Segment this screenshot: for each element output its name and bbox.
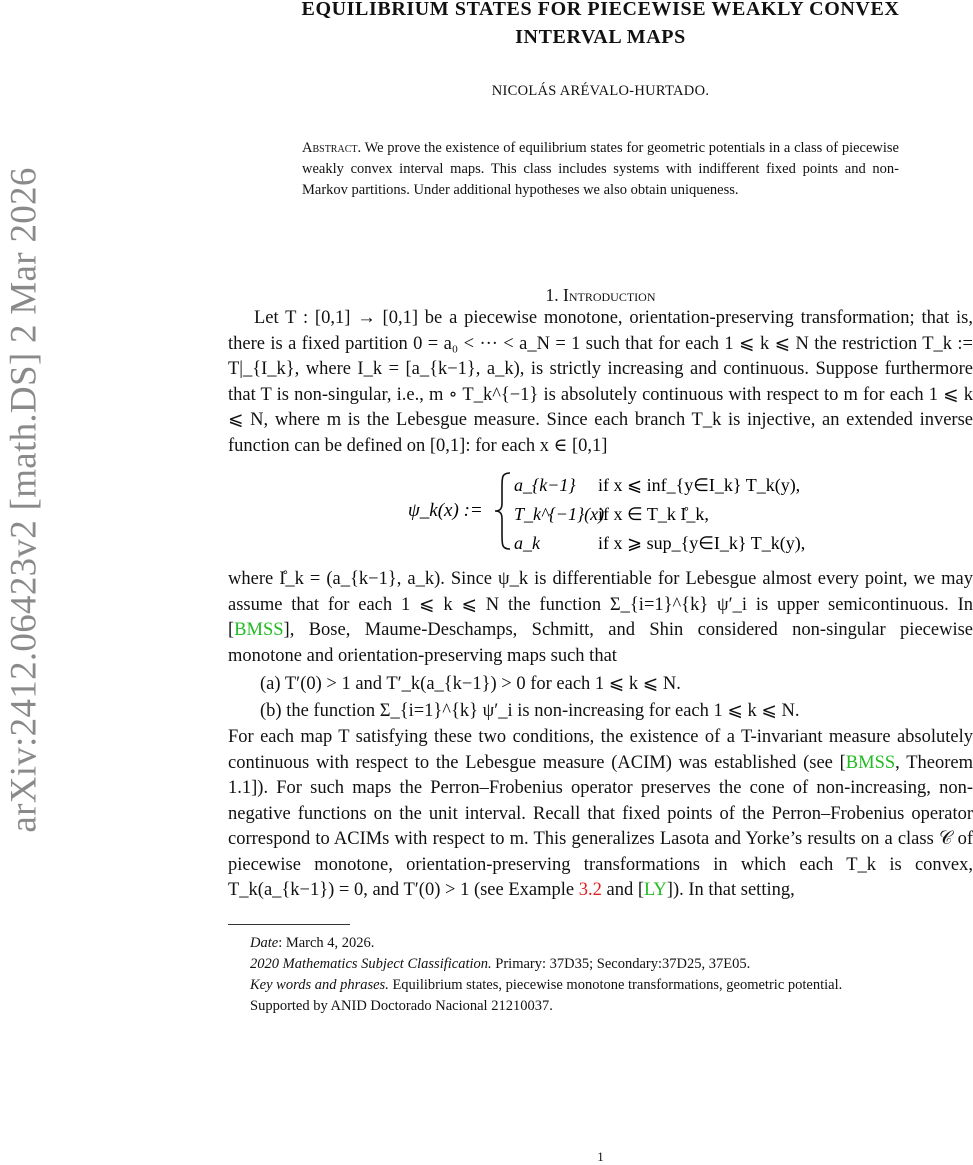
footnote-date <box>228 933 973 954</box>
paragraph-1: Let T : [0,1] → [0,1] be a piecewise monotone, orientation-preserving transformation; that is, there is a fixed partition 0 = a₀ < ··· < a_N = 1 such that for each 1 ⩽ k ⩽ N the restriction T_k := T|_{I_k}, where I_k = [a_{k−1}, a_k), is strictly increasing and continuous. Suppose furthermore that T is non-singular, i.e., m ∘ T_k^{−1} is absolutely continuous with respect to m for each 1 ⩽ k ⩽ N, where m is the Lebesgue measure. Since each branch T_k is injective, an extended inverse function can be defined on [0,1]: for each x ∈ [0,1] <box>228 308 973 456</box>
footnote-keywords-label: Key words and phrases. <box>250 976 389 993</box>
condition-a-text: T′(0) > 1 and T′_k(a_{k−1}) > 0 for each 1 ⩽ k ⩽ N. <box>284 674 681 694</box>
footnote-support: Supported by ANID Doctorado Nacional 21210037. <box>250 997 553 1014</box>
section-heading <box>228 285 973 306</box>
citation-ly-link[interactable]: LY <box>643 880 667 900</box>
footnote-rule <box>228 924 350 925</box>
condition-b-text: the function Σ_{i=1}^{k} ψ′_i is non-increasing for each 1 ⩽ k ⩽ N. <box>286 701 800 721</box>
footnote-msc-value: Primary: 37D35; Secondary:37D25, 37E05. <box>491 955 751 972</box>
author: NICOLÁS ARÉVALO-HURTADO. <box>491 83 710 99</box>
body-text <box>228 306 973 904</box>
case-2-condition: if x ∈ T_k I̊_k, <box>598 504 709 524</box>
paper-title <box>228 0 973 51</box>
equation-graphic <box>408 465 828 557</box>
paragraph-3 <box>228 725 973 904</box>
page-number: 1 <box>597 1149 604 1164</box>
case-3-condition: if x ⩾ sup_{y∈I_k} T_k(y), <box>598 533 806 553</box>
condition-list <box>260 671 973 725</box>
paragraph-3-middle: , Theorem 1.1]). For such maps the Perron–Frobenius operator preserves the cone of non-increasing, non-negative functions on the unit interval. Recall that fixed points of the Perron–Frobenius operator correspond to ACIMs with respect to m. This generalizes Lasota and Yorke’s results on a class 𝒞 of piecewise monotone, orientation-preserving transformations in which each T_k is convex, T_k(a_{k−1}) = 0, and T′(0) > 1 (see Example <box>228 752 973 900</box>
citation-bmss-link[interactable]: BMSS <box>234 620 284 640</box>
paragraph-2-end: ], Bose, Maume-Deschamps, Schmitt, and Shin considered non-singular piecewise monotone and orientation-preserving maps such that <box>228 620 973 666</box>
footnotes <box>228 933 973 1017</box>
section-title: Introduction <box>563 285 656 305</box>
footnote-date-label: Date <box>250 934 279 951</box>
footnote-keywords <box>228 975 973 996</box>
paragraph-2 <box>228 567 973 669</box>
case-1-condition: if x ⩽ inf_{y∈I_k} T_k(y), <box>598 475 801 495</box>
title-line-2: INTERVAL MAPS <box>515 26 686 48</box>
footnote-keywords-value: Equilibrium states, piecewise monotone transformations, geometric potential. <box>388 976 843 993</box>
title-line-1: EQUILIBRIUM STATES FOR PIECEWISE WEAKLY CONVEX <box>301 0 900 20</box>
case-3-value: a_k <box>514 533 540 553</box>
section-number: 1. <box>545 285 559 305</box>
citation-bmss-theorem-link[interactable]: BMSS <box>845 752 896 773</box>
footnote-msc <box>228 954 973 975</box>
paper-page <box>228 0 973 1164</box>
paragraph-2-start: where I̊_k = (a_{k−1}, a_k). Since ψ_k is differentiable for Lebesgue almost every point, we may assume that for each 1 ⩽ k ⩽ N the function Σ_{i=1}^{k} ψ′_i is upper semicontinuous. In [ <box>228 569 973 640</box>
condition-b <box>260 698 973 725</box>
condition-a-label: (a) <box>260 674 281 694</box>
abstract <box>302 138 899 201</box>
abstract-text: We prove the existence of equilibrium states for geometric potentials in a class of piecewise weakly convex interval maps. This class includes systems with indifferent fixed points and non-Markov partitions. Under additional hypotheses we also obtain uniqueness. <box>302 140 899 198</box>
paragraph-3-and: and [ <box>601 880 644 900</box>
paragraph-3-end: ]). In that setting, <box>666 880 795 900</box>
case-2-value: T_k^{−1}(x) <box>514 504 605 524</box>
condition-a <box>260 671 973 698</box>
left-brace <box>495 473 510 549</box>
arxiv-stamp <box>0 0 50 1165</box>
footnote-msc-label: 2020 Mathematics Subject Classification. <box>250 955 492 972</box>
condition-b-label: (b) <box>260 701 282 721</box>
footnote-date-value: : March 4, 2026. <box>278 934 375 951</box>
piecewise-equation <box>228 465 973 557</box>
example-3-2-link[interactable]: 3.2 <box>578 880 602 900</box>
equation-lhs: ψ_k(x) := <box>408 500 483 521</box>
paragraph-3-start: For each map T satisfying these two conditions, the existence of a T-invariant measure absolutely continuous with respect to the Lebesgue measure (ACIM) was established (see [ <box>228 727 973 773</box>
case-1-value: a_{k−1} <box>514 475 576 495</box>
arxiv-stamp-text: arXiv:2412.06423v2 [math.DS] 2 Mar 2026 <box>3 167 45 833</box>
abstract-label: Abstract. <box>302 140 362 156</box>
